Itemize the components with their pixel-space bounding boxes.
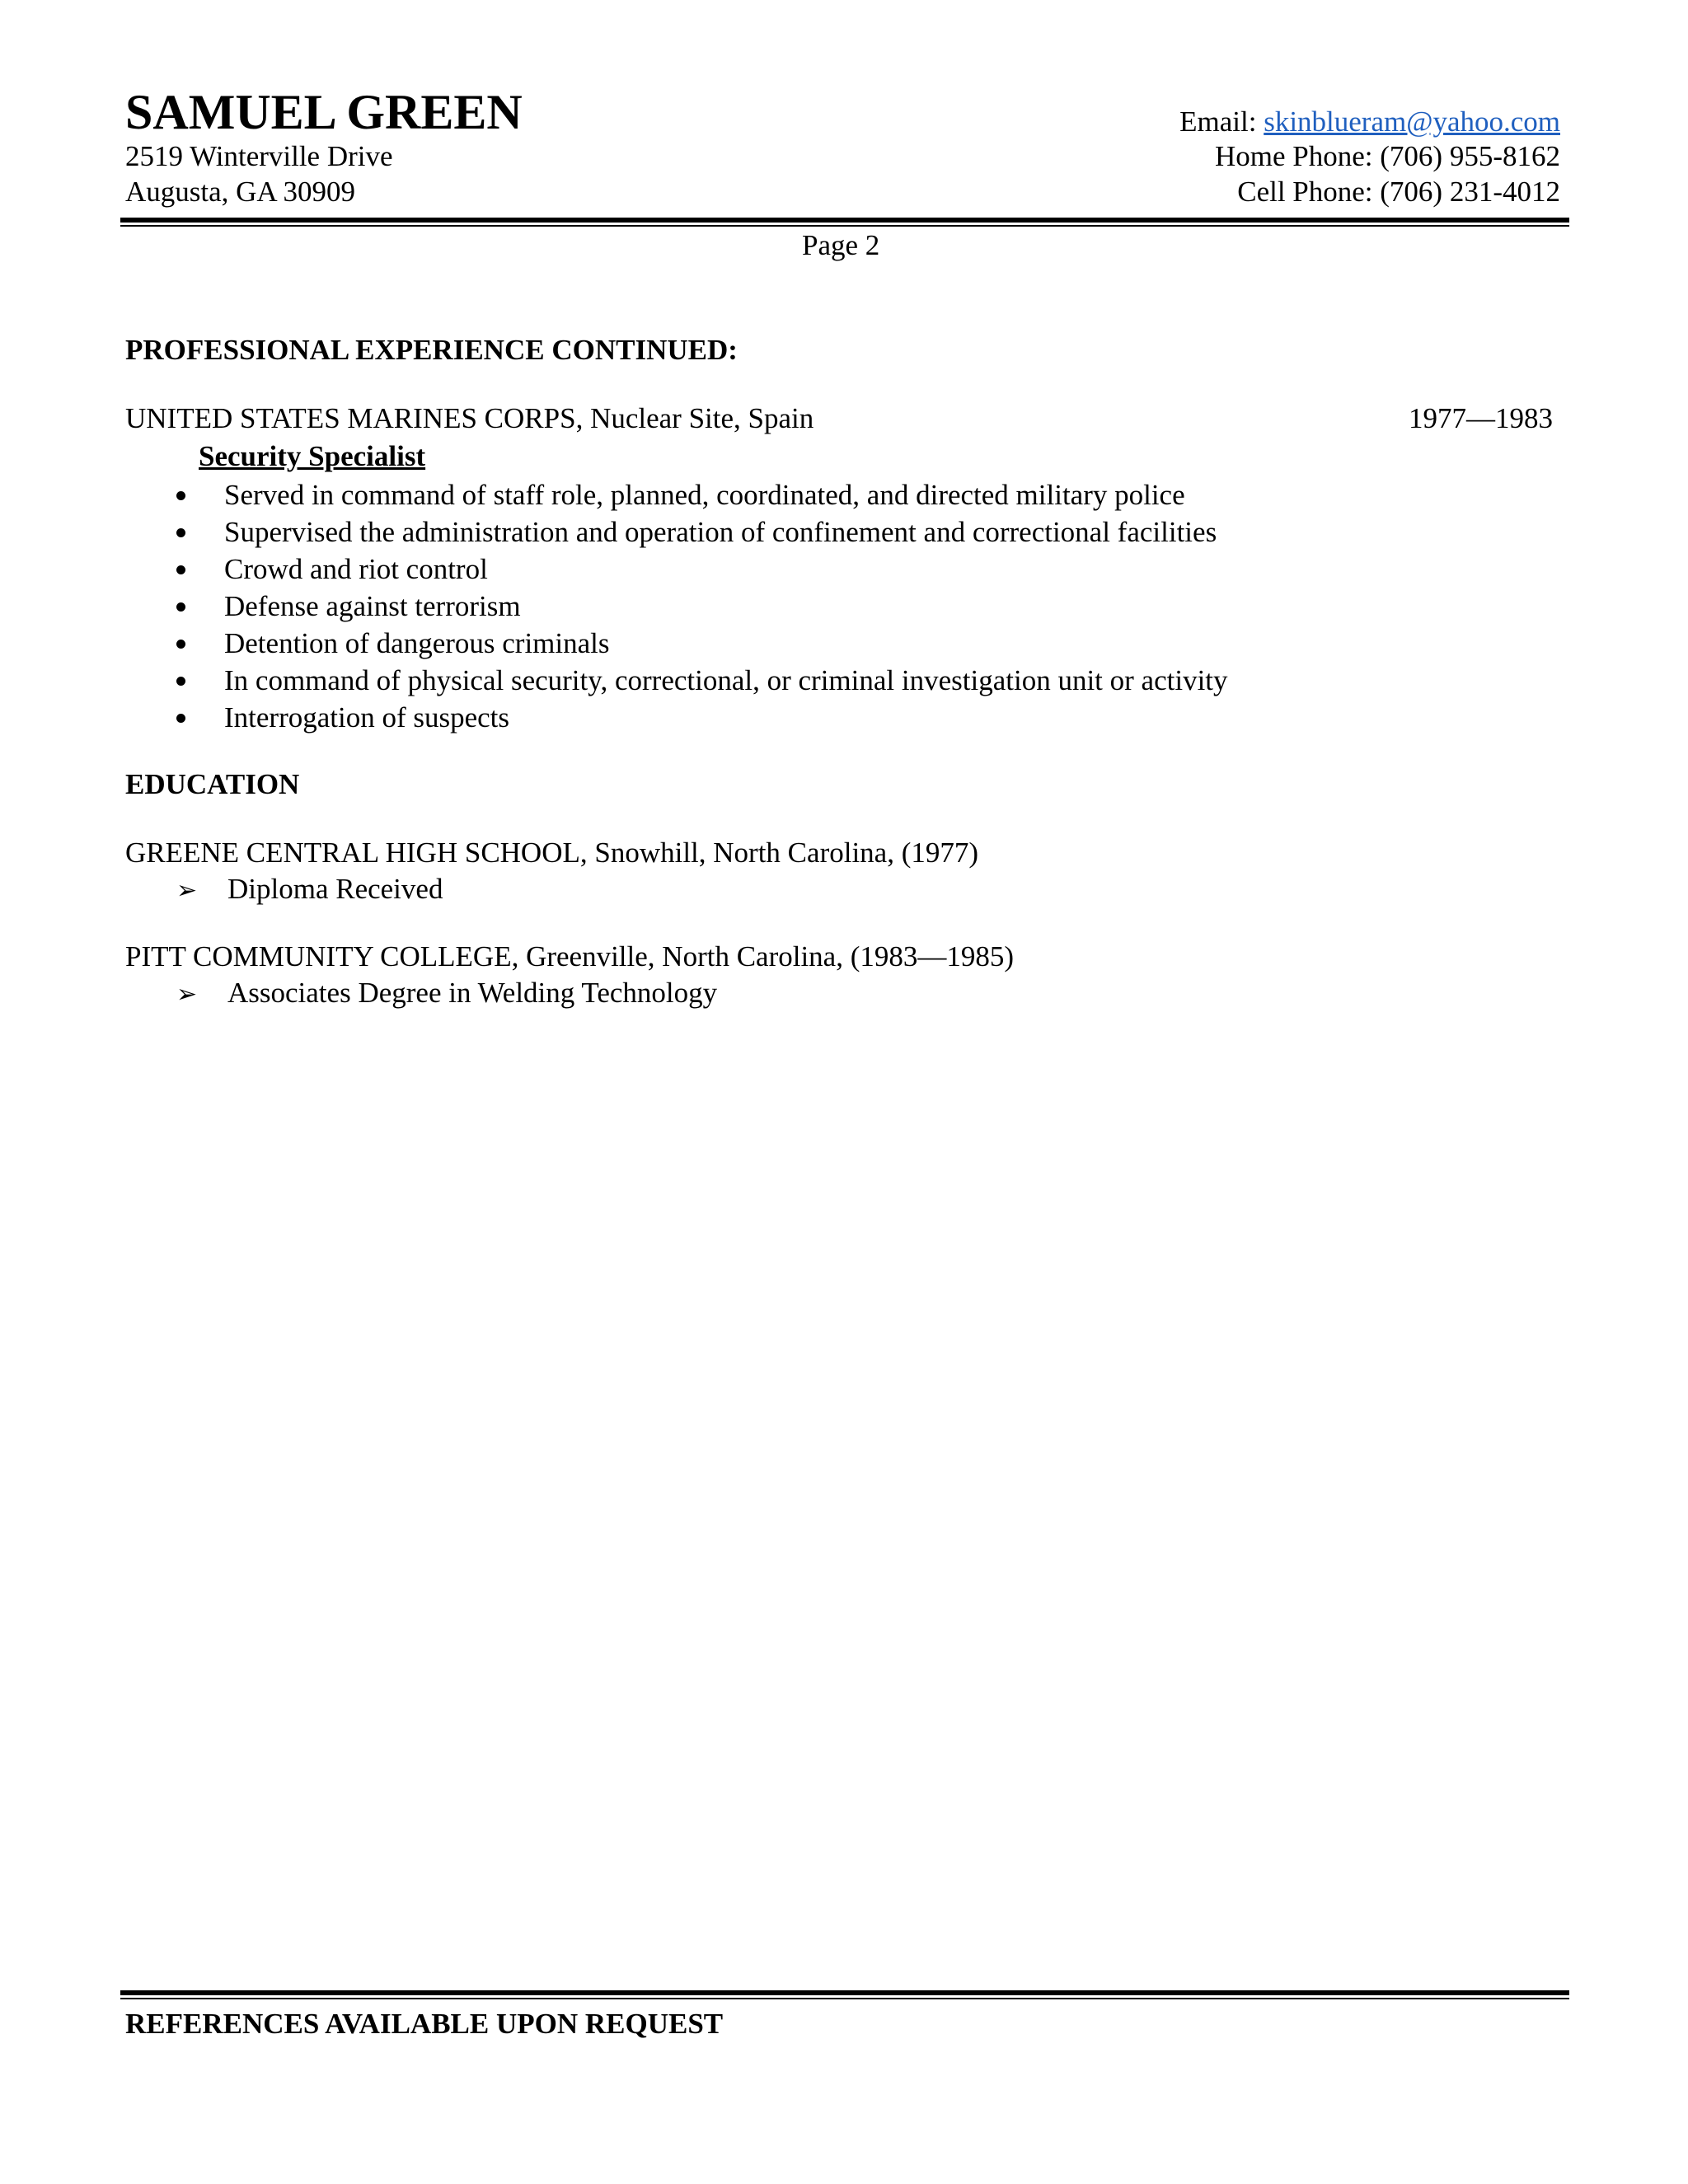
email-line xyxy=(1179,107,1560,136)
list-item-text: Crowd and riot control xyxy=(224,553,488,585)
list-item xyxy=(173,513,1228,551)
candidate-name: SAMUEL GREEN xyxy=(125,85,523,139)
experience-heading: PROFESSIONAL EXPERIENCE CONTINUED: xyxy=(125,334,738,366)
education-item-text: Diploma Received xyxy=(227,873,443,905)
list-item xyxy=(173,476,1228,513)
employer-line: UNITED STATES MARINES CORPS, Nuclear Site, Spain xyxy=(125,402,814,434)
school-line: PITT COMMUNITY COLLEGE, Greenville, North Carolina, (1983—1985) xyxy=(125,940,1015,972)
header-divider-thick xyxy=(120,218,1569,223)
bullet-icon xyxy=(176,677,185,686)
bullet-icon xyxy=(176,565,185,574)
header-divider-thin xyxy=(120,225,1569,227)
duties-list xyxy=(173,476,1228,736)
employment-dates: 1977—1983 xyxy=(1409,402,1553,434)
page-number: Page 2 xyxy=(802,229,880,261)
bullet-icon xyxy=(176,714,185,723)
cell-phone: Cell Phone: (706) 231-4012 xyxy=(1237,176,1560,208)
list-item xyxy=(173,699,1228,736)
education-item xyxy=(176,978,717,1007)
email-label: Email: xyxy=(1179,105,1264,138)
list-item xyxy=(173,551,1228,588)
list-item-text: Supervised the administration and operation of confinement and correctional facilities xyxy=(224,516,1217,548)
email-link[interactable]: skinblueram@yahoo.com xyxy=(1264,105,1560,138)
bullet-icon xyxy=(176,602,185,612)
list-item-text: Defense against terrorism xyxy=(224,590,521,622)
references-note: REFERENCES AVAILABLE UPON REQUEST xyxy=(125,2008,724,2040)
arrow-bullet-icon: ➢ xyxy=(176,877,198,904)
school-line: GREENE CENTRAL HIGH SCHOOL, Snowhill, North Carolina, (1977) xyxy=(125,837,979,869)
bullet-icon xyxy=(176,491,185,500)
list-item xyxy=(173,588,1228,625)
list-item-text: In command of physical security, correctional, or criminal investigation unit or activity xyxy=(224,664,1228,696)
address-line-2: Augusta, GA 30909 xyxy=(125,176,356,208)
address-line-1: 2519 Winterville Drive xyxy=(125,140,393,172)
bullet-icon xyxy=(176,640,185,649)
education-heading: EDUCATION xyxy=(125,768,300,800)
list-item-text: Interrogation of suspects xyxy=(224,701,510,733)
list-item-text: Detention of dangerous criminals xyxy=(224,627,610,659)
job-title: Security Specialist xyxy=(199,440,426,472)
list-item xyxy=(173,625,1228,662)
footer-divider-thin xyxy=(120,1998,1569,1999)
arrow-bullet-icon: ➢ xyxy=(176,981,198,1008)
list-item xyxy=(173,662,1228,699)
education-item-text: Associates Degree in Welding Technology xyxy=(227,977,718,1009)
list-item-text: Served in command of staff role, planned, coordinated, and directed military police xyxy=(224,479,1185,511)
footer-divider-thick xyxy=(120,1990,1569,1995)
home-phone: Home Phone: (706) 955-8162 xyxy=(1215,140,1560,172)
bullet-icon xyxy=(176,528,185,537)
education-item xyxy=(176,874,443,903)
